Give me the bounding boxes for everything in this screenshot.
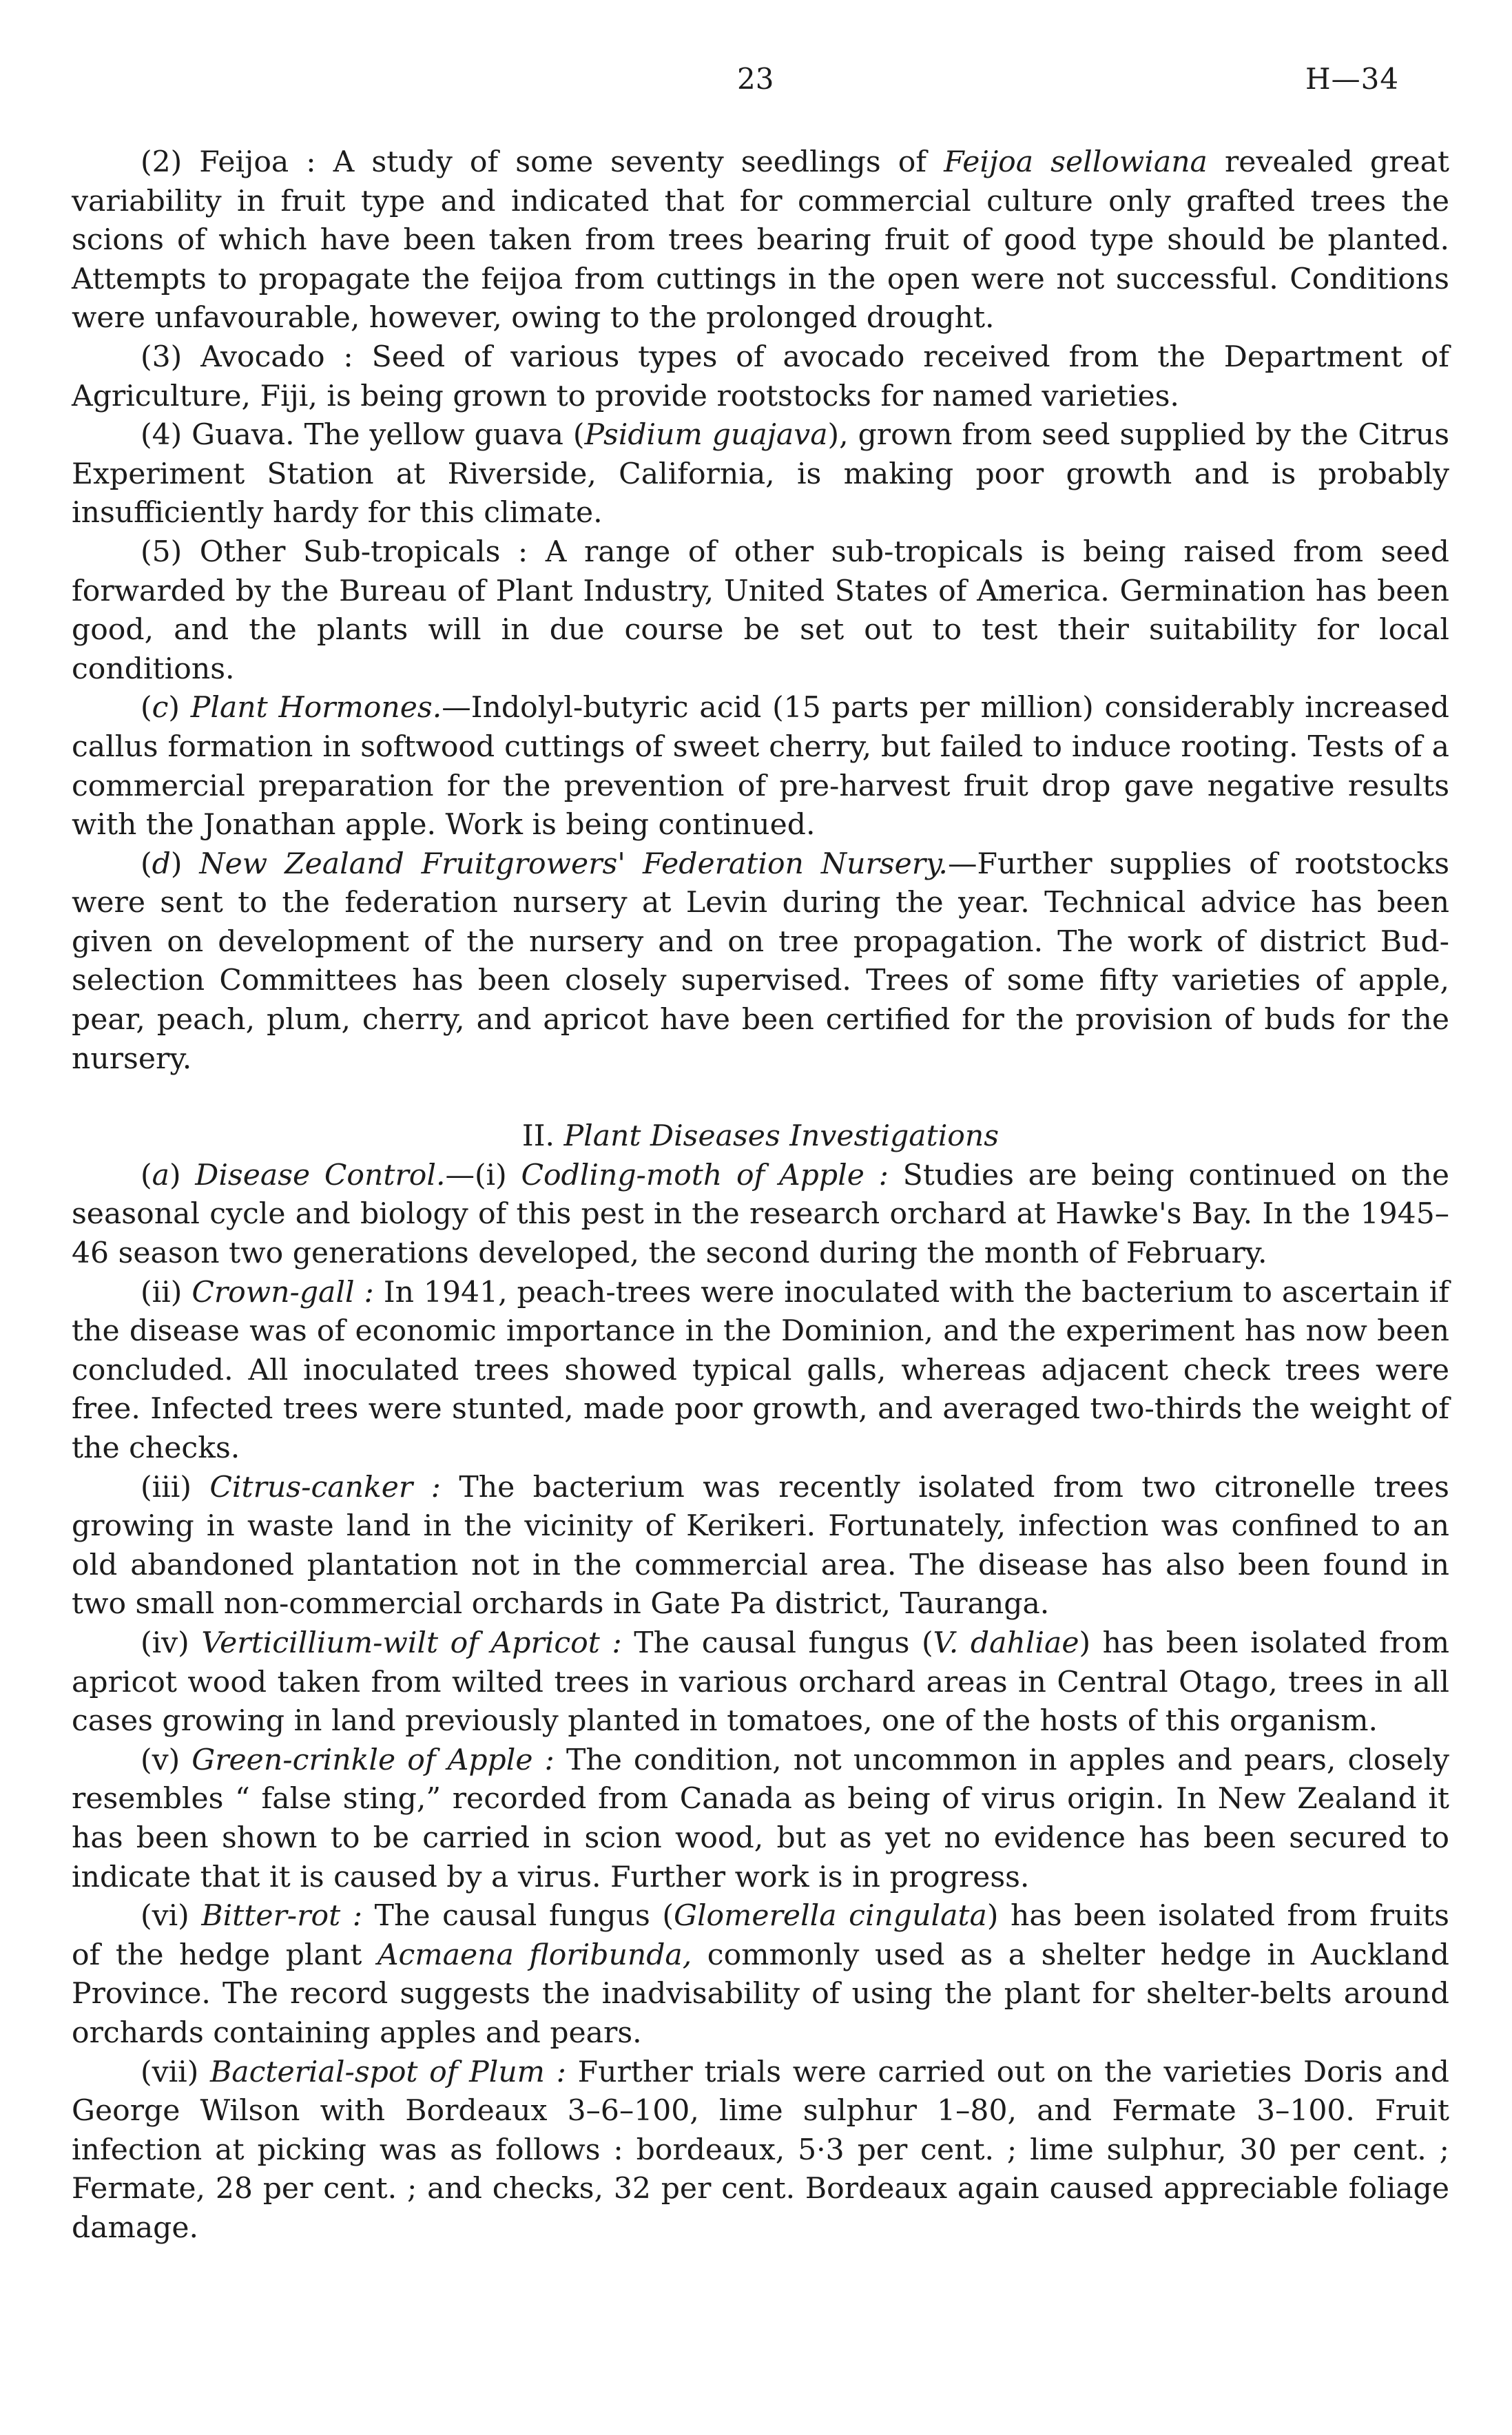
paragraph-bitter-rot: (vi) Bitter-rot : The causal fungus (Glomerella cingulata) has been isolated from fruits of the hedge plant Acmaena floribunda, commonly used as a shelter hedge in Auckland Province. The record suggests the inadvisability of using the plant for shelter-belts around orchards containing apples and pears. bbox=[72, 1899, 1449, 2050]
paragraph-sub-tropicals: (5) Other Sub-tropicals : A range of other sub-tropicals is being raised from seed forwarded by the Bureau of Plant Industry, United States of America. Germination has been good, and the plants will in due course be set out to test their suitability for local conditions. bbox=[72, 535, 1449, 686]
paragraph-citrus-canker: (iii) Citrus-canker : The bacterium was recently isolated from two citronelle trees growing in waste land in the vicinity of Kerikeri. Fortunately, infection was confined to an old abandoned plantation not in the commercial area. The disease has also been found in two small non-commercial orchards in Gate Pa district, Tauranga. bbox=[72, 1470, 1449, 1621]
paragraph-avocado: (3) Avocado : Seed of various types of avocado received from the Department of Agriculture, Fiji, is being grown to provide rootstocks for named varieties. bbox=[72, 340, 1449, 413]
page-number: 23 bbox=[737, 62, 774, 96]
paragraph-codling-moth: (a) Disease Control.—(i) Codling-moth of Apple : Studies are being continued on the seasonal cycle and biology of this pest in the research orchard at Hawke's Bay. In the 1945–46 season two generations developed, the second during the month of February. bbox=[72, 1158, 1449, 1271]
paragraph-guava: (4) Guava. The yellow guava (Psidium guajava), grown from seed supplied by the Citrus Experiment Station at Riverside, California, is making poor growth and is probably insufficiently hardy for this climate. bbox=[72, 418, 1450, 530]
section-heading: II. Plant Diseases Investigations bbox=[521, 1119, 1000, 1154]
paragraph-bacterial-spot: (vii) Bacterial-spot of Plum : Further trials were carried out on the varieties Doris and George Wilson with Bordeaux 3–6–100, lime sulphur 1–80, and Fermate 3–100. Fruit infection at picking was as follows : bordeaux, 5·3 per cent. ; lime sulphur, 30 per cent. ; Fermate, 28 per cent. ; and checks, 32 per cent. Bordeaux again caused appreciable foliage damage. bbox=[72, 2055, 1449, 2245]
paragraph-green-crinkle: (v) Green-crinkle of Apple : The condition, not uncommon in apples and pears, closely resembles “ false sting,” recorded from Canada as being of virus origin. In New Zealand it has been shown to be carried in scion wood, but as yet no evidence has been secured to indicate that it is caused by a virus. Further work is in progress. bbox=[72, 1743, 1449, 1894]
page-header bbox=[0, 62, 1512, 103]
paragraph-crown-gall: (ii) Crown-gall : In 1941, peach-trees were inoculated with the bacterium to ascertain if the disease was of economic importance in the Dominion, and the experiment has now been concluded. All inoculated trees showed typical galls, whereas adjacent check trees were free. Infected trees were stunted, made poor growth, and averaged two-thirds the weight of the checks. bbox=[72, 1275, 1450, 1465]
paragraph-plant-hormones: (c) Plant Hormones.—Indolyl-butyric acid (15 parts per million) considerably increased callus formation in softwood cuttings of sweet cherry, but failed to induce rooting. Tests of a commercial preparation for the prevention of pre-harvest fruit drop gave negative results with the Jonathan apple. Work is being continued. bbox=[72, 691, 1449, 842]
document-reference: H—34 bbox=[1305, 62, 1400, 96]
document-body bbox=[72, 143, 1449, 2248]
paragraph-feijoa: (2) Feijoa : A study of some seventy seedlings of Feijoa sellowiana revealed great variability in fruit type and indicated that for commercial culture only grafted trees the scions of which have been taken from trees bearing fruit of good type should be planted. Attempts to propagate the feijoa from cuttings in the open were not successful. Conditions were unfavourable, however, owing to the prolonged drought. bbox=[72, 145, 1449, 335]
paragraph-nursery: (d) New Zealand Fruitgrowers' Federation Nursery.—Further supplies of rootstocks were sent to the federation nursery at Levin during the year. Technical advice has been given on development of the nursery and on tree propagation. The work of district Bud-selection Committees has been closely supervised. Trees of some fifty varieties of apple, pear, peach, plum, cherry, and apricot have been certified for the provision of buds for the nursery. bbox=[72, 847, 1450, 1076]
paragraph-verticillium-wilt: (iv) Verticillium-wilt of Apricot : The causal fungus (V. dahliae) has been isolated from apricot wood taken from wilted trees in various orchard areas in Central Otago, trees in all cases growing in land previously planted in tomatoes, one of the hosts of this organism. bbox=[72, 1626, 1450, 1739]
